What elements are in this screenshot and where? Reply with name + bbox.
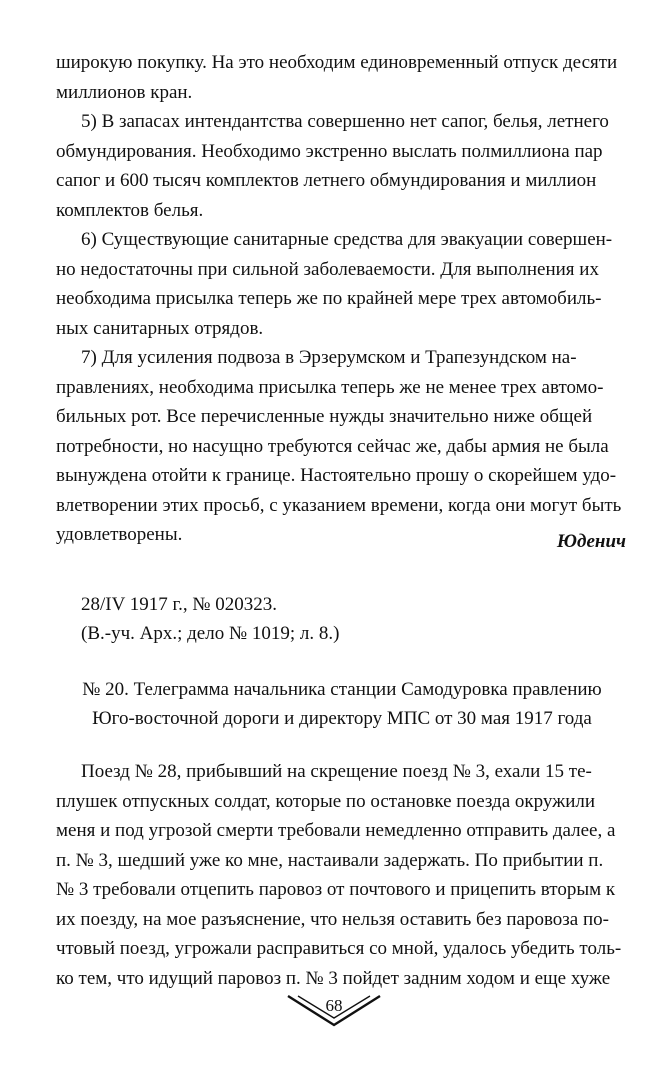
page-number: 68	[325, 996, 343, 1015]
text-line: бильных рот. Все перечисленные нужды значительно ниже общей	[56, 406, 593, 427]
telegram-continuation-text	[56, 48, 628, 550]
text-line: удовлетворены.	[56, 524, 183, 545]
text-line: правлениях, необходима присылка теперь же не менее трех автомо-	[56, 376, 604, 398]
text-line-item-7: 7) Для усиления подвоза в Эрзерумском и Трапезундском на-	[81, 347, 577, 368]
text-line: ных санитарных отрядов.	[56, 317, 264, 339]
text-line: широкую покупку. На это необходим единовременный отпуск десяти	[56, 52, 618, 73]
text-line: обмундирования. Необходимо экстренно выслать полмиллиона пар	[56, 140, 603, 162]
page-footer	[286, 993, 382, 1029]
text-line: миллионов кран.	[56, 81, 193, 103]
text-line: чтовый поезд, угрожали расправиться со мной, удалось убедить толь-	[56, 938, 622, 959]
text-line: влетворении этих просьб, с указанием времени, когда они могут быть	[56, 494, 622, 516]
text-line: но недостаточны при сильной заболеваемости. Для выполнения их	[56, 258, 599, 280]
reference-date-number: 28/IV 1917 г., № 020323.	[81, 594, 278, 615]
reference-archive: (В.-уч. Арх.; дело № 1019; л. 8.)	[81, 623, 340, 644]
text-line: потребности, но насущно требуются сейчас же, дабы армия не была	[56, 435, 609, 457]
text-line: ко тем, что идущий паровоз п. № 3 пойдет задним ходом и еще хуже	[56, 967, 611, 989]
text-line: вынуждена отойти к границе. Настоятельно прошу о скорейшем удо-	[56, 465, 617, 486]
heading-line: № 20. Телеграмма начальника станции Самодуровка правлению	[82, 679, 602, 700]
document-heading	[56, 675, 628, 733]
heading-line: Юго-восточной дороги и директору МПС от 30 мая 1917 года	[92, 708, 592, 729]
text-line: меня и под угрозой смерти требовали немедленно отправить далее, а	[56, 820, 616, 841]
text-line: сапог и 600 тысяч комплектов летнего обмундирования и миллион	[56, 170, 597, 191]
text-line-item-5: 5) В запасах интендантства совершенно нет сапог, белья, летнего	[81, 111, 609, 132]
text-line: № 3 требовали отцепить паровоз от почтового и прицепить вторым к	[56, 879, 616, 900]
text-line: комплектов белья.	[56, 199, 204, 221]
archive-reference	[81, 590, 339, 648]
text-line: плушек отпускных солдат, которые по остановке поезда окружили	[56, 790, 596, 812]
text-line: их поезду, на мое разъяснение, что нельзя оставить без паровоза по-	[56, 908, 609, 930]
text-line: п. № 3, шедший уже ко мне, настаивали задержать. По прибытии п.	[56, 849, 604, 871]
telegram-body-text	[56, 757, 628, 993]
text-line-item-6: 6) Существующие санитарные средства для эвакуации совершен-	[81, 229, 613, 250]
text-line: Поезд № 28, прибывший на скрещение поезд № 3, ехали 15 те-	[81, 761, 592, 782]
signature: Юденич	[556, 531, 626, 552]
text-line: необходима присылка теперь же по крайней мере трех автомобиль-	[56, 288, 602, 309]
